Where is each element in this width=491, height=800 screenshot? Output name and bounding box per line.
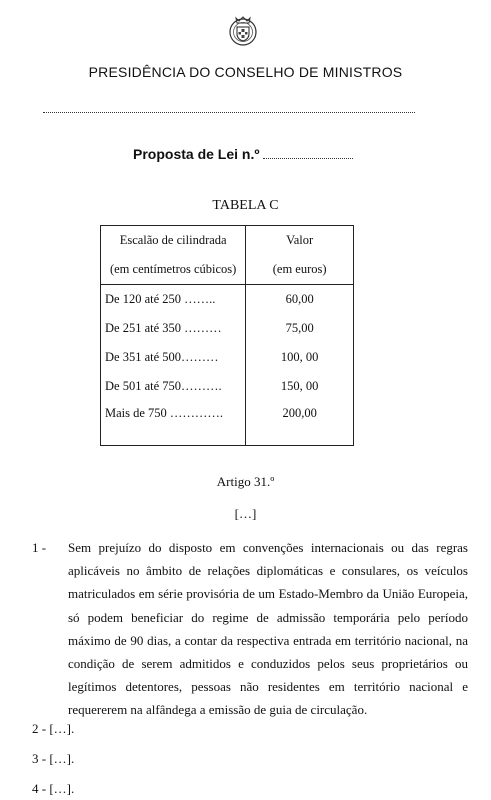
header-cell-range: Escalão de cilindrada [101,226,246,256]
item-text: Sem prejuízo do disposto em convenções internacionais ou das regras aplicáveis no âmbito de relações diplomáticas e consulares, os veículos matriculados em série provisória de um Estado-Membro da União Europeia, só podem beneficiar do regime de admissão temporária pelo período máximo de 90 dias, a contar da respectiva entrada em território nacional, na condição de serem admitidos e conduzidos pelos seus proprietários ou legítimos detentores, pessoas não residentes em território nacional e requererem na alfândega a emissão de guia de circulação. [68,540,468,718]
article-item-4 [32,781,74,797]
range-cell: De 120 até 250 …….. [101,285,246,315]
article-heading: Artigo 31.º [216,474,275,489]
table-header-row [101,255,354,285]
range-cell: De 501 até 750………. [101,372,246,401]
article-item-1 [32,536,468,722]
item-number: 3 - [32,751,47,766]
table-row [101,401,354,445]
value-cell: 100, 00 [246,343,354,372]
range-cell: De 251 até 350 ……… [101,314,246,343]
range-cell: De 351 até 500……… [101,343,246,372]
range-cell: Mais de 750 …………. [101,401,246,445]
table-row [101,372,354,401]
value-cell: 75,00 [246,314,354,343]
item-text: […]. [49,781,75,796]
table-row [101,343,354,372]
header-cell-value-unit: (em euros) [246,255,354,285]
table-row [101,285,354,315]
cylinder-table [100,225,354,446]
value-cell: 150, 00 [246,372,354,401]
article-item-3 [32,751,74,767]
table-row [101,314,354,343]
item-text: […]. [49,721,75,736]
article-placeholder: […] [234,506,257,521]
proposal-label: Proposta de Lei n.º [133,146,260,162]
item-number: 4 - [32,781,47,796]
header-cell-value: Valor [246,226,354,256]
article-item-2 [32,721,74,737]
table-title: TABELA C [212,198,279,213]
item-number: 1 - [32,540,47,555]
value-cell: 60,00 [246,285,354,315]
proposal-line [133,146,353,162]
institution-header: PRESIDÊNCIA DO CONSELHO DE MINISTROS [88,64,403,80]
header-cell-range-unit: (em centímetros cúbicos) [101,255,246,285]
item-number: 2 - [32,721,47,736]
item-text: […]. [49,751,75,766]
coat-of-arms-seal-icon [226,12,260,50]
dotted-separator [43,112,415,113]
value-cell: 200,00 [246,401,354,445]
table-header-row [101,226,354,256]
proposal-number-blank [263,146,353,159]
